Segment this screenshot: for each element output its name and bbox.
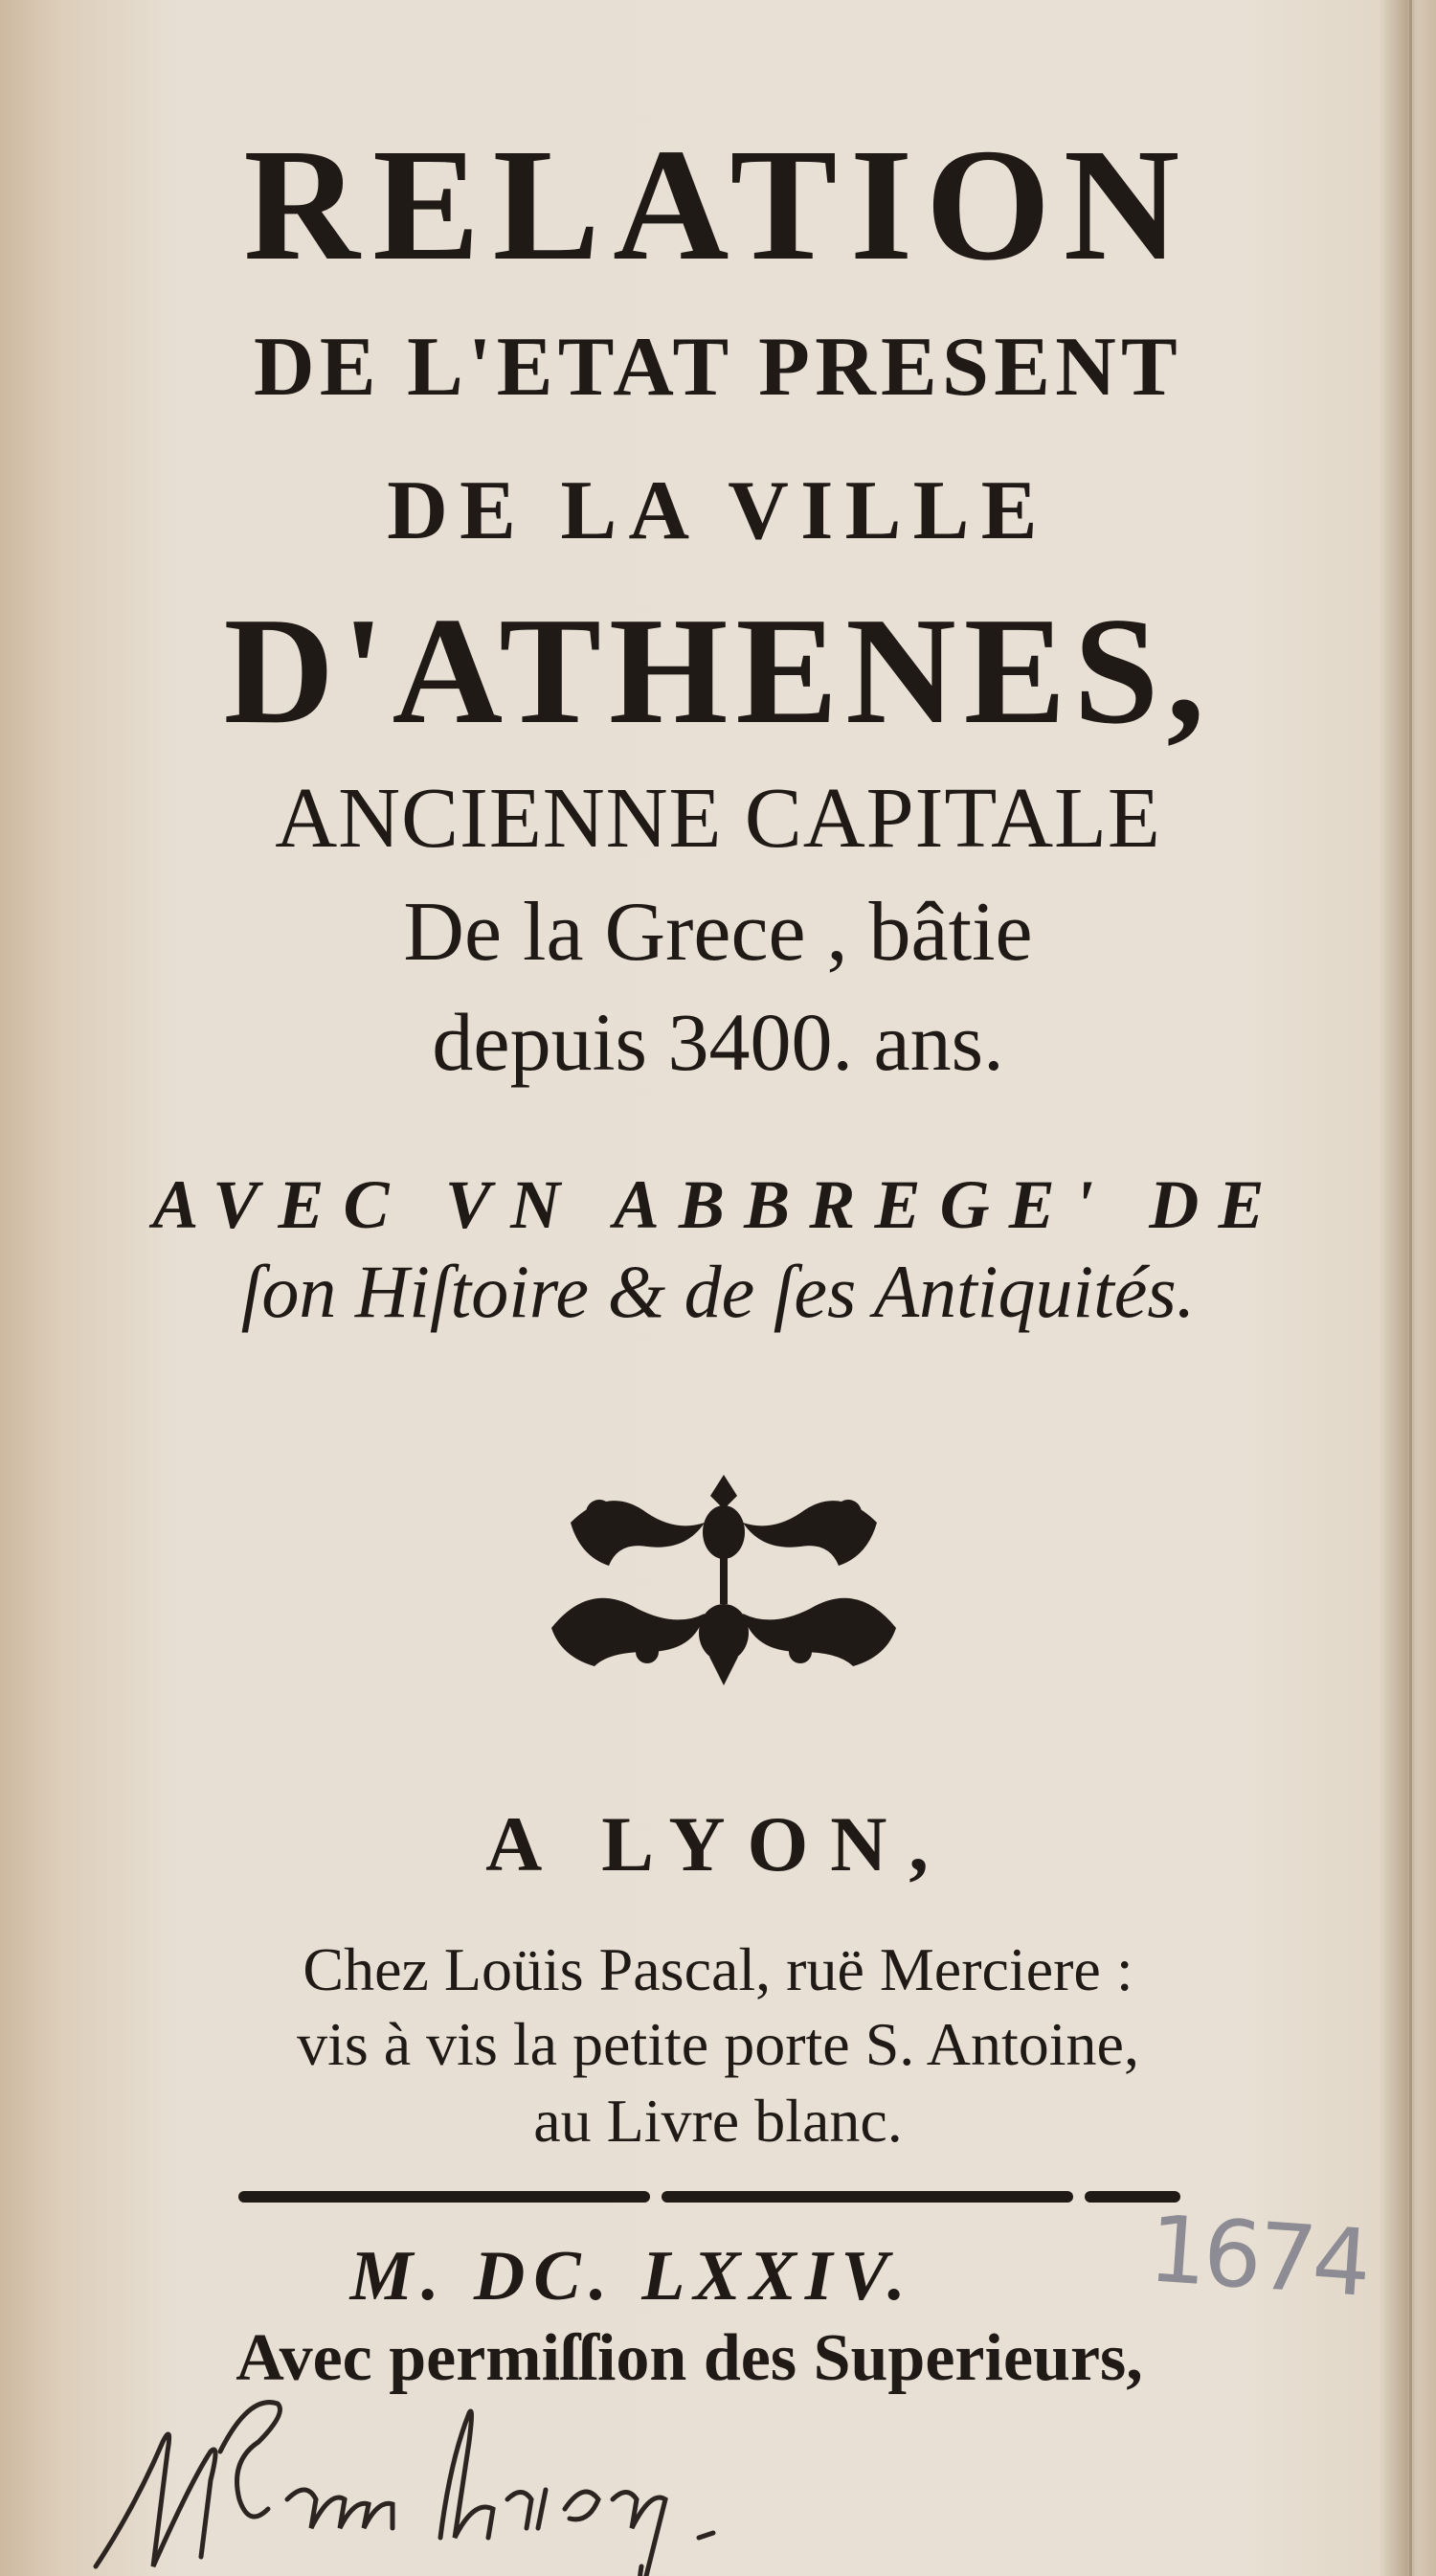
title-line-4: D'ATHENES, <box>223 585 1213 756</box>
permission-line: Avec permiſſion des Superieurs, <box>236 2321 1143 2395</box>
title-line-6: De la Grece , bâtie <box>403 886 1033 979</box>
imprint-line-1: Chez Loüis Pascal, ruë Merciere : <box>303 1935 1133 2003</box>
handwritten-signature <box>86 2394 1043 2576</box>
printers-ornament <box>542 1465 906 1690</box>
imprint-city: A LYON, <box>485 1800 951 1887</box>
pencil-year-note: 1674 <box>1145 2195 1371 2317</box>
title-line-5: ANCIENNE CAPITALE <box>275 771 1161 866</box>
rule-segment <box>662 2191 1073 2203</box>
subtitle-line-1: AVEC VN ABBREGE' DE <box>152 1166 1284 1243</box>
year-roman: M. DC. LXXIV. <box>349 2237 914 2316</box>
subtitle-line-2: ſon Hiſtoire & de ſes Antiquités. <box>240 1250 1196 1333</box>
rule-segment <box>238 2191 650 2203</box>
imprint-line-3: au Livre blanc. <box>533 2087 903 2155</box>
title-line-7: depuis 3400. ans. <box>432 996 1004 1088</box>
title: RELATION <box>243 116 1193 294</box>
title-line-2: DE L'ETAT PRESENT <box>253 321 1183 414</box>
title-line-3: DE LA VILLE <box>387 464 1049 557</box>
imprint-line-2: vis à vis la petite porte S. Antoine, <box>297 2010 1139 2078</box>
horizontal-rule <box>238 2191 1182 2204</box>
